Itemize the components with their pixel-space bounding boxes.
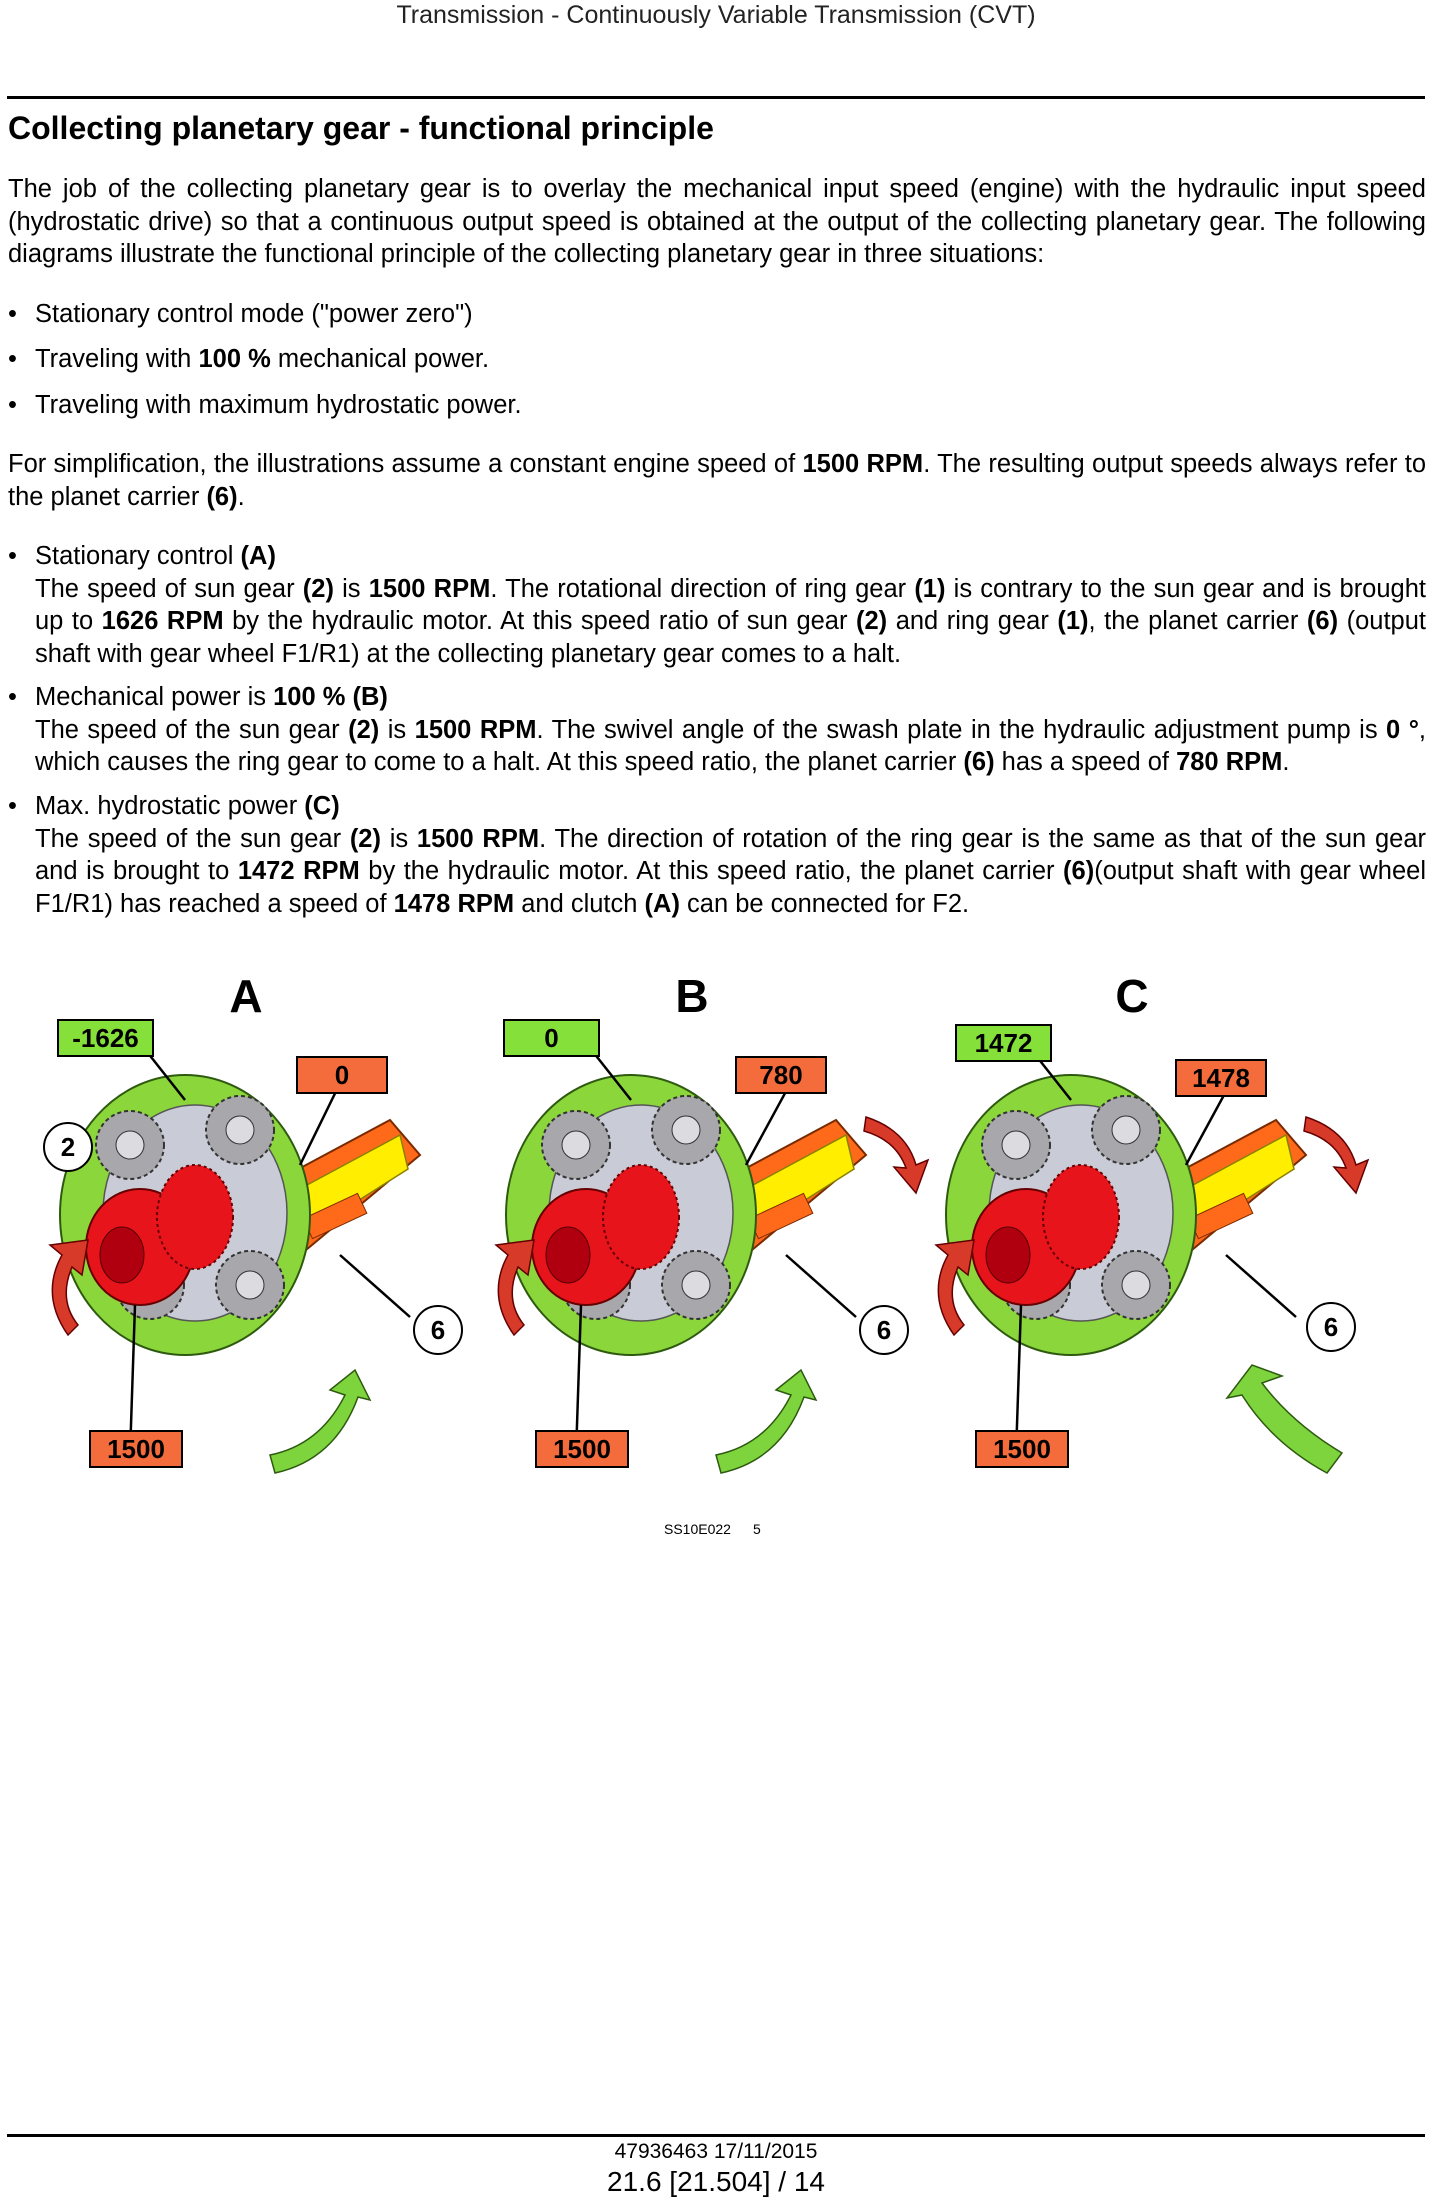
carrier-speed-label: 1478: [1192, 1063, 1250, 1093]
case-a-item: • Stationary control (A) The speed of sun gear (2) is 1500 RPM. The rotational direction of ring gear (1) is contrary to the sun gear and is brought up to 1626 RPM by the hydraulic motor. At this speed ratio of sun gear (2) and ring gear (1), the planet carrier (6) (output shaft with gear wheel F1/R1) at the collecting planetary gear comes to a halt.: [8, 542, 1426, 668]
ring-speed-label: 1472: [974, 1028, 1033, 1058]
planetary-gear-figure: [0, 955, 1432, 1475]
figure-caption: [664, 1521, 783, 1537]
figure-code: SS10E022: [664, 1521, 731, 1537]
sun-speed-label: 1500: [107, 1434, 165, 1464]
sun-gear-teeth-shape: [157, 1165, 233, 1269]
leader-output: [1226, 1255, 1296, 1317]
panel-letter: A: [229, 970, 263, 1022]
gear-panel-c: [936, 970, 1368, 1473]
panel-letter: C: [1115, 970, 1149, 1022]
page-header: Transmission - Continuously Variable Transmission (CVT): [396, 1, 1036, 29]
carrier-rotation-arrow-icon: [864, 1117, 928, 1193]
planetary-gear-illustration: [0, 955, 1432, 1475]
section-title: Collecting planetary gear - functional principle: [8, 110, 714, 146]
leader-output: [786, 1255, 856, 1317]
footer-page-number: 21.6 [21.504] / 14: [607, 2166, 825, 2197]
sun-gear-teeth-shape: [603, 1165, 679, 1269]
planet-hub-2-shape: [1122, 1271, 1150, 1299]
bullet-icon: •: [8, 300, 17, 328]
sun-gear-teeth-shape: [1043, 1165, 1119, 1269]
ring-speed-label: -1626: [72, 1023, 139, 1053]
figure-number: 5: [752, 1521, 761, 1537]
case-b-item: • Mechanical power is 100 % (B) The speed of the sun gear (2) is 1500 RPM. The swivel angle of the swash plate in the hydraulic adjustment pump is 0 °, which causes the ring gear to come to a halt. At this speed ratio, the planet carrier (6) has a speed of 780 RPM.: [8, 683, 1426, 776]
planet-hub-2-shape: [236, 1271, 264, 1299]
planet-hub-1-shape: [672, 1116, 700, 1144]
sun-gear-callout: 2: [60, 1132, 76, 1162]
footer-document-id: 47936463 17/11/2015: [614, 2140, 818, 2163]
ring-rotation-arrow-icon: [716, 1370, 816, 1473]
ring-speed-label: 0: [544, 1023, 559, 1053]
ring-rotation-arrow-icon: [1227, 1365, 1342, 1473]
planet-carrier-callout: 6: [876, 1315, 892, 1345]
gear-panel-b: [496, 970, 928, 1473]
planet-hub-1-shape: [226, 1116, 254, 1144]
sun-speed-label: 1500: [553, 1434, 611, 1464]
planet-hub-4-shape: [1002, 1131, 1030, 1159]
simplification-paragraph: For simplification, the illustrations assume a constant engine speed of 1500 RPM. The resulting output speeds always refer to the planet carrier (6).: [8, 450, 1426, 511]
sun-speed-label: 1500: [993, 1434, 1051, 1464]
planet-hub-2-shape: [682, 1271, 710, 1299]
carrier-rotation-arrow-icon: [1304, 1117, 1368, 1193]
case-c-item: • Max. hydrostatic power (C) The speed of the sun gear (2) is 1500 RPM. The direction of rotation of the ring gear is the same as that of the sun gear and is brought to 1472 RPM by the hydraulic motor. At this speed ratio, the planet carrier (6)(output shaft with gear wheel F1/R1) has reached a speed of 1478 RPM and clutch (A) can be connected for F2.: [8, 792, 1426, 918]
sun-gear-bore-shape: [100, 1227, 144, 1283]
situation-item-1: • Stationary control mode ("power zero"): [8, 298, 1426, 331]
bullet-icon: •: [8, 542, 17, 570]
bullet-icon: •: [8, 391, 17, 419]
intro-paragraph: The job of the collecting planetary gear is to overlay the mechanical input speed (engine) with the hydraulic input speed (hydrostatic drive) so that a continuous output speed is obtained at the output of the collecting planetary gear. The following diagrams illustrate the functional principle of the collecting planetary gear in three situations:: [8, 175, 1426, 268]
situation-item-2: • Traveling with 100 % mechanical power.: [8, 343, 1426, 376]
bullet-icon: •: [8, 345, 17, 373]
planet-hub-1-shape: [1112, 1116, 1140, 1144]
planet-hub-4-shape: [116, 1131, 144, 1159]
footer-rule: [7, 2134, 1425, 2137]
planet-hub-4-shape: [562, 1131, 590, 1159]
carrier-speed-label: 780: [759, 1060, 803, 1090]
ring-rotation-arrow-icon: [270, 1370, 370, 1473]
situation-item-3: • Traveling with maximum hydrostatic power.: [8, 389, 1426, 422]
sun-gear-bore-shape: [546, 1227, 590, 1283]
bullet-icon: •: [8, 792, 17, 820]
planet-carrier-callout: 6: [430, 1315, 446, 1345]
gear-panel-a: [44, 970, 462, 1473]
header-rule: [7, 96, 1425, 99]
planet-carrier-callout: 6: [1323, 1312, 1339, 1342]
leader-output: [340, 1255, 410, 1317]
bullet-icon: •: [8, 683, 17, 711]
sun-gear-bore-shape: [986, 1227, 1030, 1283]
panel-letter: B: [675, 970, 709, 1022]
carrier-speed-label: 0: [334, 1060, 350, 1090]
